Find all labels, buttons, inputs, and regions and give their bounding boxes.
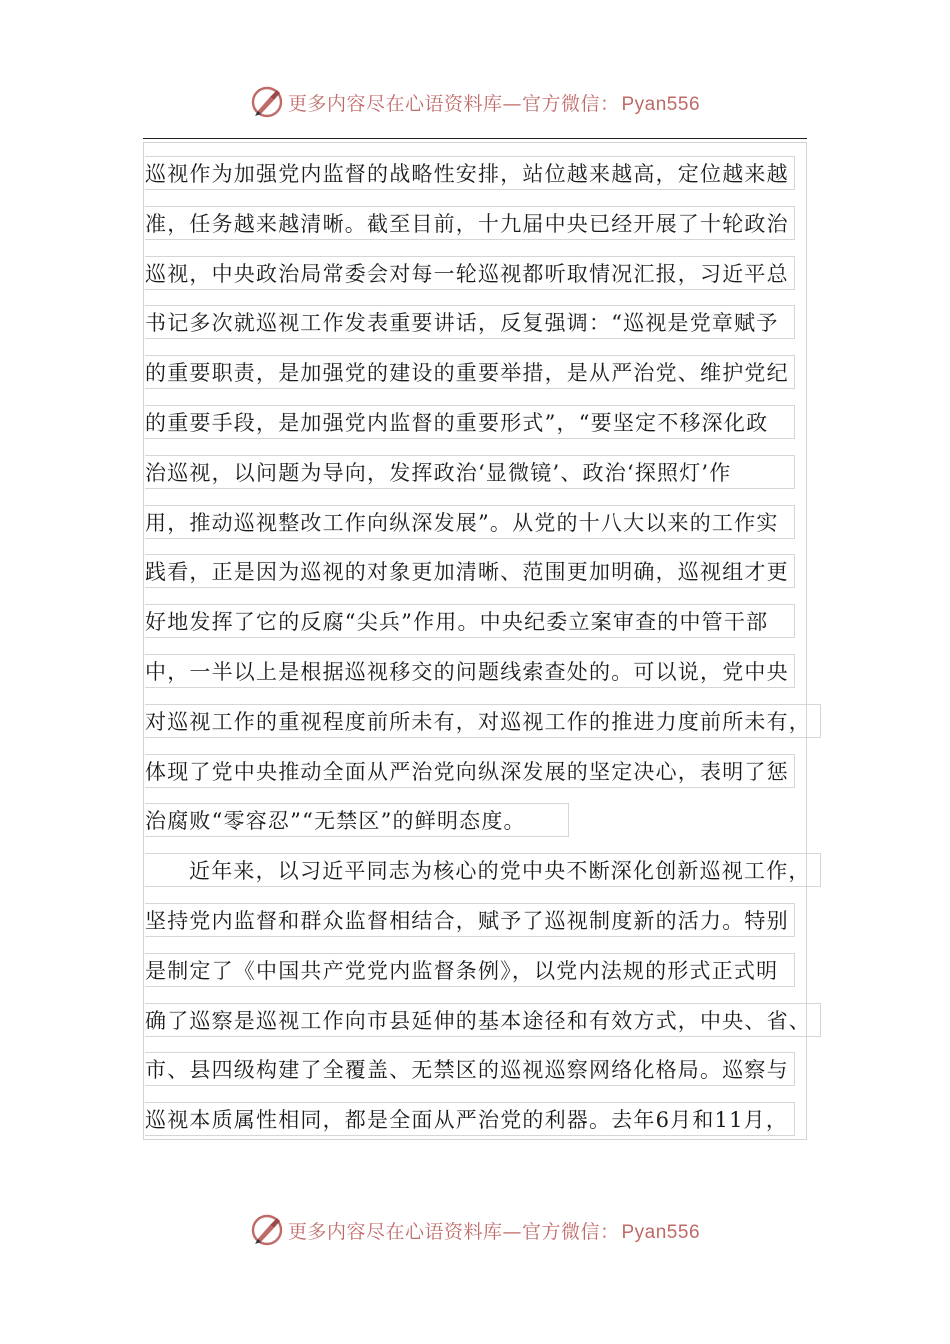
watermark-text-cn: 更多内容尽在心语资料库—官方微信：: [287, 1220, 620, 1243]
header-watermark: [0, 82, 950, 122]
pen-logo-icon: [250, 1213, 284, 1247]
text-line: [143, 847, 823, 897]
text-line: [143, 499, 823, 549]
text-line-content: 书记多次就巡视工作发表重要讲话，反复强调：“巡视是党章赋予: [145, 305, 795, 339]
text-line: [143, 150, 823, 200]
text-line: [143, 897, 823, 947]
text-line-content: 体现了党中央推动全面从严治党向纵深发展的坚定决心，表明了惩: [145, 754, 795, 788]
text-line-content: 治腐败“零容忍”“无禁区”的鲜明态度。: [145, 803, 569, 837]
text-line: [143, 997, 823, 1047]
text-line: [143, 200, 823, 250]
header-rule: [143, 138, 807, 139]
footer-watermark: [0, 1210, 950, 1250]
watermark-text-wechat-id: Pyan556: [621, 93, 701, 115]
text-line-content: 坚持党内监督和群众监督相结合，赋予了巡视制度新的活力。特别: [145, 903, 795, 937]
text-line: [143, 349, 823, 399]
text-line-content: 的重要手段，是加强党内监督的重要形式”，“要坚定不移深化政: [145, 405, 795, 439]
text-line: [143, 797, 823, 847]
text-line-content: 践看，正是因为巡视的对象更加清晰、范围更加明确，巡视组才更: [145, 554, 795, 588]
document-body: [143, 150, 823, 1146]
text-line: [143, 548, 823, 598]
text-line: [143, 299, 823, 349]
text-line: [143, 399, 823, 449]
text-line: [143, 947, 823, 997]
text-line-content: 中，一半以上是根据巡视移交的问题线索查处的。可以说，党中央: [145, 654, 795, 688]
text-line-content: 确了巡察是巡视工作向市县延伸的基本途径和有效方式，中央、省、: [145, 1003, 821, 1037]
watermark-text-cn: 更多内容尽在心语资料库—官方微信：: [287, 92, 620, 115]
text-line: [143, 748, 823, 798]
text-line-content: 是制定了《中国共产党党内监督条例》，以党内法规的形式正式明: [145, 953, 795, 987]
paragraph-first-line: 近年来，以习近平同志为核心的党中央不断深化创新巡视工作，: [145, 853, 821, 887]
pen-logo-icon: [250, 85, 284, 119]
text-line: [143, 598, 823, 648]
watermark-text: [288, 89, 700, 116]
text-line: [143, 449, 823, 499]
text-line-content: 准，任务越来越清晰。截至目前，十九届中央已经开展了十轮政治: [145, 206, 795, 240]
text-line-content: 的重要职责，是加强党的建设的重要举措，是从严治党、维护党纪: [145, 355, 795, 389]
text-line: [143, 250, 823, 300]
text-line: [143, 648, 823, 698]
text-line: [143, 698, 823, 748]
text-line-content: 好地发挥了它的反腐“尖兵”作用。中央纪委立案审查的中管干部: [145, 604, 795, 638]
text-line-content: 治巡视，以问题为导向，发挥政治‘显微镜’、政治‘探照灯’作: [145, 455, 795, 489]
text-line-content: 巡视本质属性相同，都是全面从严治党的利器。去年6月和11月，: [145, 1102, 795, 1136]
text-line: [143, 1046, 823, 1096]
text-line-content: 用，推动巡视整改工作向纵深发展”。从党的十八大以来的工作实: [145, 505, 795, 539]
watermark-text-wechat-id: Pyan556: [621, 1221, 701, 1243]
text-line-content: 巡视作为加强党内监督的战略性安排，站位越来越高，定位越来越: [145, 156, 795, 190]
text-line-content: 对巡视工作的重视程度前所未有，对巡视工作的推进力度前所未有，: [145, 704, 821, 738]
watermark-text: [288, 1217, 700, 1244]
text-line-content: 市、县四级构建了全覆盖、无禁区的巡视巡察网络化格局。巡察与: [145, 1052, 795, 1086]
text-line-content: 巡视，中央政治局常委会对每一轮巡视都听取情况汇报，习近平总: [145, 256, 795, 290]
text-line: [143, 1096, 823, 1146]
